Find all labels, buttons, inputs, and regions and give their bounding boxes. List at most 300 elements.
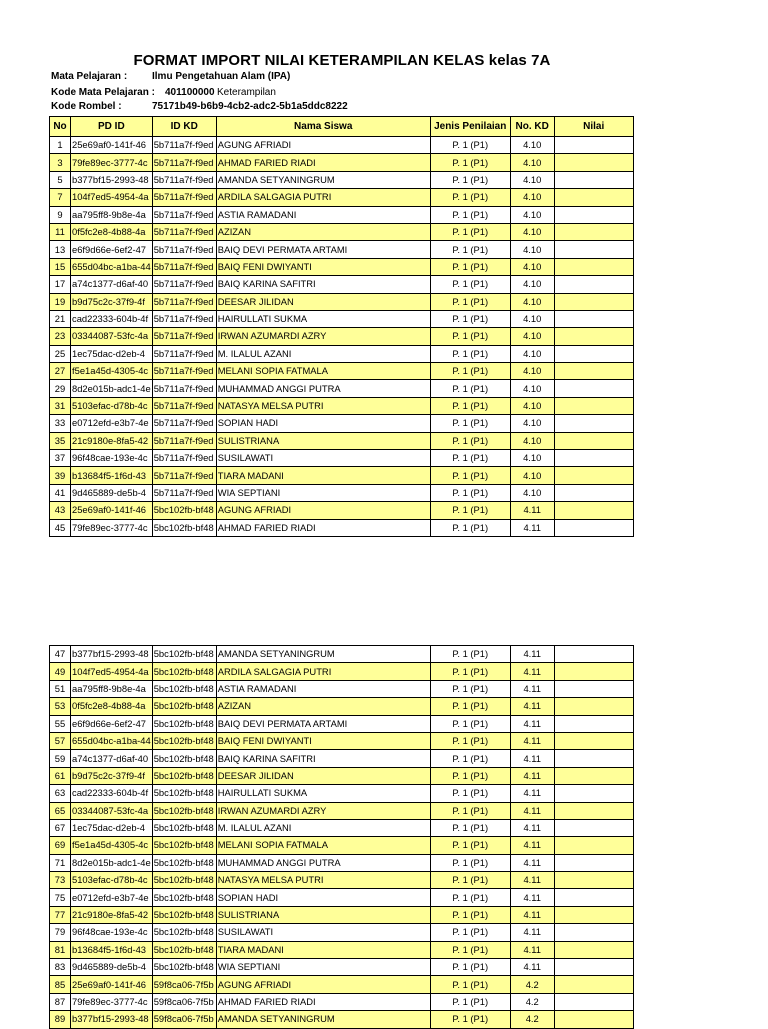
table-row: [50, 293, 634, 310]
row-nilai-cell[interactable]: [554, 310, 633, 327]
row-no-kd: 4.10: [510, 223, 554, 240]
row-no-kd: 4.11: [510, 519, 554, 536]
row-nilai-cell[interactable]: [554, 293, 633, 310]
row-id-kd: 5bc102fb-bf48: [152, 680, 216, 697]
row-no: 41: [50, 484, 71, 501]
row-jenis-penilaian: P. 1 (P1): [430, 258, 510, 275]
row-nilai-cell[interactable]: [554, 1011, 633, 1028]
table-row: [50, 646, 634, 663]
meta-kode-mapel-label: Kode Mata Pelajaran :: [51, 87, 155, 98]
row-no: 69: [50, 837, 71, 854]
row-nama-siswa: M. ILALUL AZANI: [216, 819, 430, 836]
row-jenis-penilaian: P. 1 (P1): [430, 137, 510, 154]
row-no-kd: 4.11: [510, 646, 554, 663]
row-nama-siswa: TIARA MADANI: [216, 941, 430, 958]
row-pd-id: a74c1377-d6af-40: [71, 276, 153, 293]
row-nama-siswa: BAIQ DEVI PERMATA ARTAMI: [216, 241, 430, 258]
row-nama-siswa: SUSILAWATI: [216, 924, 430, 941]
row-pd-id: 5103efac-d78b-4c: [71, 872, 153, 889]
row-pd-id: cad22333-604b-4f: [71, 310, 153, 327]
row-id-kd: 5b711a7f-f9ed: [152, 310, 216, 327]
row-nama-siswa: MUHAMMAD ANGGI PUTRA: [216, 380, 430, 397]
row-id-kd: 5bc102fb-bf48: [152, 767, 216, 784]
table-row: [50, 171, 634, 188]
row-no: 65: [50, 802, 71, 819]
row-id-kd: 5b711a7f-f9ed: [152, 189, 216, 206]
row-pd-id: 9d465889-de5b-4: [71, 484, 153, 501]
row-jenis-penilaian: P. 1 (P1): [430, 976, 510, 993]
row-nilai-cell[interactable]: [554, 345, 633, 362]
row-nilai-cell[interactable]: [554, 767, 633, 784]
row-pd-id: e0712efd-e3b7-4e: [71, 415, 153, 432]
row-no: 83: [50, 959, 71, 976]
row-jenis-penilaian: P. 1 (P1): [430, 397, 510, 414]
row-nilai-cell[interactable]: [554, 206, 633, 223]
row-no-kd: 4.10: [510, 432, 554, 449]
table-row: [50, 154, 634, 171]
row-pd-id: 9d465889-de5b-4: [71, 959, 153, 976]
nilai-table-1: [49, 116, 634, 537]
row-no-kd: 4.11: [510, 715, 554, 732]
row-nama-siswa: AGUNG AFRIADI: [216, 976, 430, 993]
row-pd-id: b13684f5-1f6d-43: [71, 467, 153, 484]
row-no-kd: 4.10: [510, 450, 554, 467]
row-nama-siswa: AMANDA SETYANINGRUM: [216, 1011, 430, 1028]
row-jenis-penilaian: P. 1 (P1): [430, 663, 510, 680]
row-pd-id: b377bf15-2993-48: [71, 646, 153, 663]
row-no: 13: [50, 241, 71, 258]
row-no-kd: 4.2: [510, 993, 554, 1010]
row-pd-id: 96f48cae-193e-4c: [71, 450, 153, 467]
table-row: [50, 189, 634, 206]
row-id-kd: 5b711a7f-f9ed: [152, 415, 216, 432]
row-no-kd: 4.11: [510, 837, 554, 854]
row-no-kd: 4.11: [510, 785, 554, 802]
row-nama-siswa: BAIQ FENI DWIYANTI: [216, 732, 430, 749]
header-nama-siswa: Nama Siswa: [216, 117, 430, 137]
row-no: 31: [50, 397, 71, 414]
row-id-kd: 5bc102fb-bf48: [152, 959, 216, 976]
meta-rombel-value: 75171b49-b6b9-4cb2-adc2-5b1a5ddc8222: [152, 101, 348, 112]
row-nilai-cell[interactable]: [554, 959, 633, 976]
row-jenis-penilaian: P. 1 (P1): [430, 889, 510, 906]
row-nilai-cell[interactable]: [554, 363, 633, 380]
row-id-kd: 5bc102fb-bf48: [152, 519, 216, 536]
row-id-kd: 5b711a7f-f9ed: [152, 171, 216, 188]
row-nilai-cell[interactable]: [554, 993, 633, 1010]
meta-kode-mapel-value: 401100000: [165, 87, 215, 98]
row-nilai-cell[interactable]: [554, 750, 633, 767]
row-no: 59: [50, 750, 71, 767]
table-row: [50, 241, 634, 258]
row-pd-id: 1ec75dac-d2eb-4: [71, 345, 153, 362]
row-no-kd: 4.11: [510, 750, 554, 767]
row-no: 87: [50, 993, 71, 1010]
row-pd-id: 104f7ed5-4954-4a: [71, 663, 153, 680]
table-row: [50, 450, 634, 467]
table-row: [50, 993, 634, 1010]
row-nilai-cell[interactable]: [554, 854, 633, 871]
row-no: 53: [50, 698, 71, 715]
row-nilai-cell[interactable]: [554, 154, 633, 171]
row-pd-id: b9d75c2c-37f9-4f: [71, 767, 153, 784]
row-no: 29: [50, 380, 71, 397]
row-jenis-penilaian: P. 1 (P1): [430, 206, 510, 223]
row-id-kd: 59f8ca06-7f5b: [152, 993, 216, 1010]
row-no: 49: [50, 663, 71, 680]
row-nama-siswa: NATASYA MELSA PUTRI: [216, 397, 430, 414]
row-nilai-cell[interactable]: [554, 467, 633, 484]
table-row: [50, 276, 634, 293]
row-nama-siswa: HAIRULLATI SUKMA: [216, 310, 430, 327]
row-nama-siswa: MELANI SOPIA FATMALA: [216, 363, 430, 380]
row-nama-siswa: SULISTRIANA: [216, 432, 430, 449]
table-row: [50, 258, 634, 275]
row-jenis-penilaian: P. 1 (P1): [430, 732, 510, 749]
row-id-kd: 5bc102fb-bf48: [152, 906, 216, 923]
table-row: [50, 328, 634, 345]
row-no: 81: [50, 941, 71, 958]
row-id-kd: 5bc102fb-bf48: [152, 924, 216, 941]
table-row: [50, 415, 634, 432]
row-no: 57: [50, 732, 71, 749]
row-no-kd: 4.10: [510, 484, 554, 501]
row-pd-id: b13684f5-1f6d-43: [71, 941, 153, 958]
row-id-kd: 5bc102fb-bf48: [152, 646, 216, 663]
row-id-kd: 5bc102fb-bf48: [152, 941, 216, 958]
row-nilai-cell[interactable]: [554, 171, 633, 188]
row-nama-siswa: ARDILA SALGAGIA PUTRI: [216, 663, 430, 680]
table-row: [50, 363, 634, 380]
table-row: [50, 959, 634, 976]
row-no: 3: [50, 154, 71, 171]
row-id-kd: 5bc102fb-bf48: [152, 872, 216, 889]
row-no: 25: [50, 345, 71, 362]
row-jenis-penilaian: P. 1 (P1): [430, 502, 510, 519]
row-jenis-penilaian: P. 1 (P1): [430, 906, 510, 923]
row-no-kd: 4.11: [510, 680, 554, 697]
row-nilai-cell[interactable]: [554, 837, 633, 854]
row-no-kd: 4.11: [510, 732, 554, 749]
row-no-kd: 4.10: [510, 345, 554, 362]
row-jenis-penilaian: P. 1 (P1): [430, 484, 510, 501]
row-pd-id: b377bf15-2993-48: [71, 171, 153, 188]
row-nilai-cell[interactable]: [554, 328, 633, 345]
row-pd-id: 79fe89ec-3777-4c: [71, 519, 153, 536]
row-no-kd: 4.10: [510, 171, 554, 188]
row-nilai-cell[interactable]: [554, 276, 633, 293]
row-pd-id: 03344087-53fc-4a: [71, 328, 153, 345]
table-row: [50, 432, 634, 449]
row-jenis-penilaian: P. 1 (P1): [430, 310, 510, 327]
row-pd-id: f5e1a45d-4305-4c: [71, 837, 153, 854]
table-row: [50, 223, 634, 240]
table-row: [50, 698, 634, 715]
row-nilai-cell[interactable]: [554, 819, 633, 836]
row-id-kd: 5b711a7f-f9ed: [152, 450, 216, 467]
row-id-kd: 5bc102fb-bf48: [152, 750, 216, 767]
row-nilai-cell[interactable]: [554, 976, 633, 993]
row-no: 17: [50, 276, 71, 293]
row-no: 67: [50, 819, 71, 836]
row-no: 51: [50, 680, 71, 697]
row-nama-siswa: HAIRULLATI SUKMA: [216, 785, 430, 802]
row-no-kd: 4.10: [510, 276, 554, 293]
row-nilai-cell[interactable]: [554, 223, 633, 240]
row-no-kd: 4.11: [510, 819, 554, 836]
row-nilai-cell[interactable]: [554, 924, 633, 941]
row-id-kd: 5bc102fb-bf48: [152, 732, 216, 749]
row-no: 23: [50, 328, 71, 345]
row-no-kd: 4.11: [510, 767, 554, 784]
row-nama-siswa: AHMAD FARIED RIADI: [216, 154, 430, 171]
row-jenis-penilaian: P. 1 (P1): [430, 959, 510, 976]
row-jenis-penilaian: P. 1 (P1): [430, 819, 510, 836]
table-row: [50, 137, 634, 154]
row-nilai-cell[interactable]: [554, 380, 633, 397]
table-row: [50, 819, 634, 836]
table-row: [50, 519, 634, 536]
row-no-kd: 4.10: [510, 189, 554, 206]
nilai-table-2: [49, 645, 634, 1029]
row-nilai-cell[interactable]: [554, 802, 633, 819]
row-id-kd: 5bc102fb-bf48: [152, 663, 216, 680]
row-no-kd: 4.10: [510, 206, 554, 223]
row-nilai-cell[interactable]: [554, 484, 633, 501]
row-pd-id: a74c1377-d6af-40: [71, 750, 153, 767]
row-jenis-penilaian: P. 1 (P1): [430, 646, 510, 663]
row-no: 37: [50, 450, 71, 467]
page-title: FORMAT IMPORT NILAI KETERAMPILAN KELAS kelas 7A: [133, 52, 551, 69]
row-pd-id: e6f9d66e-6ef2-47: [71, 715, 153, 732]
row-no-kd: 4.2: [510, 976, 554, 993]
row-no: 39: [50, 467, 71, 484]
row-nilai-cell[interactable]: [554, 646, 633, 663]
row-no-kd: 4.10: [510, 310, 554, 327]
row-no: 1: [50, 137, 71, 154]
row-jenis-penilaian: P. 1 (P1): [430, 519, 510, 536]
row-no-kd: 4.11: [510, 941, 554, 958]
row-nilai-cell[interactable]: [554, 415, 633, 432]
table-2-body: [50, 646, 634, 1029]
row-id-kd: 5b711a7f-f9ed: [152, 328, 216, 345]
row-nama-siswa: AZIZAN: [216, 698, 430, 715]
row-nilai-cell[interactable]: [554, 732, 633, 749]
row-no-kd: 4.10: [510, 328, 554, 345]
row-jenis-penilaian: P. 1 (P1): [430, 1011, 510, 1028]
table-row: [50, 906, 634, 923]
row-no: 19: [50, 293, 71, 310]
row-nama-siswa: NATASYA MELSA PUTRI: [216, 872, 430, 889]
row-no-kd: 4.11: [510, 663, 554, 680]
row-id-kd: 5b711a7f-f9ed: [152, 380, 216, 397]
row-no-kd: 4.11: [510, 698, 554, 715]
row-id-kd: 5bc102fb-bf48: [152, 502, 216, 519]
row-id-kd: 5b711a7f-f9ed: [152, 467, 216, 484]
table-row: [50, 397, 634, 414]
row-nama-siswa: M. ILALUL AZANI: [216, 345, 430, 362]
row-jenis-penilaian: P. 1 (P1): [430, 872, 510, 889]
row-id-kd: 5bc102fb-bf48: [152, 837, 216, 854]
row-nilai-cell[interactable]: [554, 906, 633, 923]
row-no-kd: 4.10: [510, 293, 554, 310]
row-nama-siswa: BAIQ KARINA SAFITRI: [216, 276, 430, 293]
table-row: [50, 1011, 634, 1028]
row-jenis-penilaian: P. 1 (P1): [430, 154, 510, 171]
row-pd-id: 25e69af0-141f-46: [71, 976, 153, 993]
row-jenis-penilaian: P. 1 (P1): [430, 241, 510, 258]
row-nama-siswa: ASTIA RAMADANI: [216, 206, 430, 223]
row-pd-id: 0f5fc2e8-4b88-4a: [71, 223, 153, 240]
row-nama-siswa: MUHAMMAD ANGGI PUTRA: [216, 854, 430, 871]
header-jenis-penilaian: Jenis Penilaian: [430, 117, 510, 137]
row-id-kd: 5b711a7f-f9ed: [152, 154, 216, 171]
row-pd-id: e0712efd-e3b7-4e: [71, 889, 153, 906]
row-nama-siswa: AGUNG AFRIADI: [216, 502, 430, 519]
row-pd-id: 25e69af0-141f-46: [71, 502, 153, 519]
row-id-kd: 5b711a7f-f9ed: [152, 241, 216, 258]
row-nama-siswa: AMANDA SETYANINGRUM: [216, 171, 430, 188]
row-no: 63: [50, 785, 71, 802]
table-row: [50, 310, 634, 327]
table-row: [50, 732, 634, 749]
row-nama-siswa: SOPIAN HADI: [216, 415, 430, 432]
row-no-kd: 4.11: [510, 959, 554, 976]
row-id-kd: 5bc102fb-bf48: [152, 819, 216, 836]
row-nilai-cell[interactable]: [554, 519, 633, 536]
row-nilai-cell[interactable]: [554, 715, 633, 732]
row-no: 9: [50, 206, 71, 223]
row-nama-siswa: SOPIAN HADI: [216, 889, 430, 906]
row-nilai-cell[interactable]: [554, 432, 633, 449]
row-no-kd: 4.10: [510, 380, 554, 397]
row-no: 73: [50, 872, 71, 889]
row-pd-id: b9d75c2c-37f9-4f: [71, 293, 153, 310]
row-jenis-penilaian: P. 1 (P1): [430, 924, 510, 941]
row-nilai-cell[interactable]: [554, 872, 633, 889]
row-nama-siswa: AGUNG AFRIADI: [216, 137, 430, 154]
row-nama-siswa: WIA SEPTIANI: [216, 959, 430, 976]
table-row: [50, 680, 634, 697]
row-nama-siswa: SULISTRIANA: [216, 906, 430, 923]
row-jenis-penilaian: P. 1 (P1): [430, 223, 510, 240]
row-pd-id: b377bf15-2993-48: [71, 1011, 153, 1028]
table-row: [50, 345, 634, 362]
table-row: [50, 889, 634, 906]
row-id-kd: 59f8ca06-7f5b: [152, 1011, 216, 1028]
row-no: 89: [50, 1011, 71, 1028]
row-pd-id: 21c9180e-8fa5-42: [71, 906, 153, 923]
row-jenis-penilaian: P. 1 (P1): [430, 715, 510, 732]
meta-mapel-value: Ilmu Pengetahuan Alam (IPA): [152, 71, 291, 82]
row-jenis-penilaian: P. 1 (P1): [430, 276, 510, 293]
row-jenis-penilaian: P. 1 (P1): [430, 993, 510, 1010]
row-nama-siswa: DEESAR JILIDAN: [216, 293, 430, 310]
row-no-kd: 4.10: [510, 258, 554, 275]
row-jenis-penilaian: P. 1 (P1): [430, 450, 510, 467]
row-no-kd: 4.10: [510, 241, 554, 258]
table-row: [50, 715, 634, 732]
row-nilai-cell[interactable]: [554, 941, 633, 958]
row-jenis-penilaian: P. 1 (P1): [430, 837, 510, 854]
row-no: 45: [50, 519, 71, 536]
row-nilai-cell[interactable]: [554, 680, 633, 697]
row-nama-siswa: BAIQ FENI DWIYANTI: [216, 258, 430, 275]
row-nilai-cell[interactable]: [554, 189, 633, 206]
row-no-kd: 4.10: [510, 154, 554, 171]
row-pd-id: 79fe89ec-3777-4c: [71, 154, 153, 171]
table-row: [50, 467, 634, 484]
row-nama-siswa: MELANI SOPIA FATMALA: [216, 837, 430, 854]
row-no-kd: 4.11: [510, 889, 554, 906]
row-no: 33: [50, 415, 71, 432]
row-nilai-cell[interactable]: [554, 889, 633, 906]
row-no: 71: [50, 854, 71, 871]
row-no: 55: [50, 715, 71, 732]
table-row: [50, 785, 634, 802]
header-nilai: Nilai: [554, 117, 633, 137]
row-pd-id: aa795ff8-9b8e-4a: [71, 680, 153, 697]
table-row: [50, 502, 634, 519]
row-no: 85: [50, 976, 71, 993]
row-nilai-cell[interactable]: [554, 258, 633, 275]
row-pd-id: f5e1a45d-4305-4c: [71, 363, 153, 380]
row-id-kd: 5bc102fb-bf48: [152, 698, 216, 715]
row-nama-siswa: IRWAN AZUMARDI AZRY: [216, 802, 430, 819]
row-jenis-penilaian: P. 1 (P1): [430, 189, 510, 206]
meta-kode-mapel-note: Keterampilan: [217, 87, 276, 98]
row-no: 75: [50, 889, 71, 906]
table-header-row: [50, 117, 634, 137]
row-nama-siswa: BAIQ KARINA SAFITRI: [216, 750, 430, 767]
row-nilai-cell[interactable]: [554, 785, 633, 802]
row-nama-siswa: AMANDA SETYANINGRUM: [216, 646, 430, 663]
row-nama-siswa: DEESAR JILIDAN: [216, 767, 430, 784]
row-no-kd: 4.11: [510, 802, 554, 819]
row-id-kd: 5b711a7f-f9ed: [152, 397, 216, 414]
row-jenis-penilaian: P. 1 (P1): [430, 363, 510, 380]
table-row: [50, 854, 634, 871]
table-row: [50, 484, 634, 501]
row-nilai-cell[interactable]: [554, 241, 633, 258]
row-id-kd: 5b711a7f-f9ed: [152, 276, 216, 293]
row-nama-siswa: TIARA MADANI: [216, 467, 430, 484]
row-pd-id: 5103efac-d78b-4c: [71, 397, 153, 414]
row-pd-id: 21c9180e-8fa5-42: [71, 432, 153, 449]
table-1-body: [50, 137, 634, 537]
row-pd-id: 8d2e015b-adc1-4e: [71, 380, 153, 397]
row-nilai-cell[interactable]: [554, 450, 633, 467]
row-jenis-penilaian: P. 1 (P1): [430, 698, 510, 715]
row-nilai-cell[interactable]: [554, 137, 633, 154]
row-nilai-cell[interactable]: [554, 397, 633, 414]
row-id-kd: 5b711a7f-f9ed: [152, 223, 216, 240]
row-nama-siswa: WIA SEPTIANI: [216, 484, 430, 501]
row-no-kd: 4.10: [510, 137, 554, 154]
meta-mapel-label: Mata Pelajaran :: [51, 71, 128, 82]
header-id-kd: ID KD: [152, 117, 216, 137]
row-no-kd: 4.10: [510, 415, 554, 432]
meta-rombel-label: Kode Rombel :: [51, 101, 122, 112]
row-no: 43: [50, 502, 71, 519]
row-nilai-cell[interactable]: [554, 663, 633, 680]
row-jenis-penilaian: P. 1 (P1): [430, 293, 510, 310]
row-id-kd: 5b711a7f-f9ed: [152, 293, 216, 310]
row-id-kd: 5b711a7f-f9ed: [152, 363, 216, 380]
row-nilai-cell[interactable]: [554, 502, 633, 519]
row-nilai-cell[interactable]: [554, 698, 633, 715]
table-row: [50, 837, 634, 854]
